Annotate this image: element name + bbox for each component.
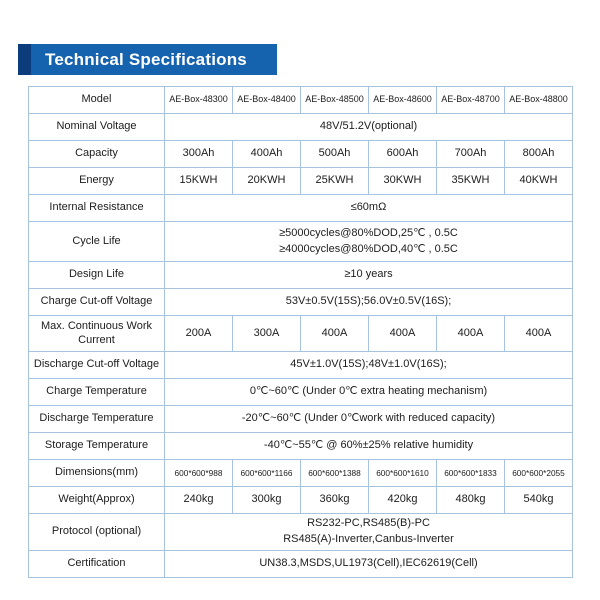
spec-value-span [165, 222, 573, 262]
spec-value-cell: 600*600*1166 [233, 460, 301, 487]
spec-value-cell: 700Ah [437, 141, 505, 168]
spec-value-cell: 300kg [233, 487, 301, 514]
spec-value-cell: 540kg [505, 487, 573, 514]
spec-row-design-life [29, 262, 573, 289]
spec-value-cell: 400A [301, 316, 369, 352]
spec-value-cell: 600*600*988 [165, 460, 233, 487]
spec-value-cell: 800Ah [505, 141, 573, 168]
title-accent-block [18, 44, 31, 75]
spec-value-span: ≥10 years [165, 262, 573, 289]
spec-label: Charge Cut-off Voltage [29, 289, 165, 316]
spec-value-cell: 40KWH [505, 168, 573, 195]
spec-value-cell: 600*600*1388 [301, 460, 369, 487]
spec-label: Capacity [29, 141, 165, 168]
spec-value-span: ≤60mΩ [165, 195, 573, 222]
spec-value-cell: 25KWH [301, 168, 369, 195]
spec-value-span: -40℃~55℃ @ 60%±25% relative humidity [165, 433, 573, 460]
spec-label: Storage Temperature [29, 433, 165, 460]
spec-row-internal-resistance [29, 195, 573, 222]
spec-label: Max. Continuous Work Current [29, 316, 165, 352]
spec-value-cell: 600*600*2055 [505, 460, 573, 487]
spec-value-cell: 200A [165, 316, 233, 352]
spec-value-cell: 480kg [437, 487, 505, 514]
spec-label: Discharge Cut-off Voltage [29, 352, 165, 379]
spec-label: Nominal Voltage [29, 114, 165, 141]
spec-row-charge-cutoff [29, 289, 573, 316]
spec-value-cell: 300Ah [165, 141, 233, 168]
spec-value-cell: 300A [233, 316, 301, 352]
spec-label: Weight(Approx) [29, 487, 165, 514]
spec-value-span: -20℃~60℃ (Under 0℃work with reduced capacity) [165, 406, 573, 433]
spec-value-span: 0℃~60℃ (Under 0℃ extra heating mechanism) [165, 379, 573, 406]
spec-value-cell: 360kg [301, 487, 369, 514]
spec-row-certification [29, 550, 573, 577]
spec-value-cell: 400A [437, 316, 505, 352]
spec-value-span: UN38.3,MSDS,UL1973(Cell),IEC62619(Cell) [165, 550, 573, 577]
spec-label: Energy [29, 168, 165, 195]
spec-value-cell: 500Ah [301, 141, 369, 168]
spec-value-cell: 20KWH [233, 168, 301, 195]
spec-label: Cycle Life [29, 222, 165, 262]
spec-value-cell: 600*600*1610 [369, 460, 437, 487]
spec-row-max-current [29, 316, 573, 352]
spec-value-line: ≥5000cycles@80%DOD,25℃ , 0.5C [279, 226, 458, 239]
spec-label: Model [29, 87, 165, 114]
spec-value-span: 53V±0.5V(15S);56.0V±0.5V(16S); [165, 289, 573, 316]
spec-value-cell: 420kg [369, 487, 437, 514]
spec-value-cell: 35KWH [437, 168, 505, 195]
spec-value-span: 45V±1.0V(15S);48V±1.0V(16S); [165, 352, 573, 379]
spec-value-cell: AE-Box-48600 [369, 87, 437, 114]
spec-label: Discharge Temperature [29, 406, 165, 433]
spec-value-span [165, 514, 573, 551]
page-title: Technical Specifications [31, 44, 277, 75]
spec-value-cell: 600*600*1833 [437, 460, 505, 487]
spec-label: Certification [29, 550, 165, 577]
spec-row-capacity [29, 141, 573, 168]
spec-value-line: RS485(A)-Inverter,Canbus-Inverter [283, 532, 454, 545]
spec-label: Design Life [29, 262, 165, 289]
spec-value-cell: AE-Box-48500 [301, 87, 369, 114]
spec-row-storage-temperature [29, 433, 573, 460]
spec-row-charge-temperature [29, 379, 573, 406]
spec-value-cell: AE-Box-48700 [437, 87, 505, 114]
spec-value-cell: 400A [369, 316, 437, 352]
spec-value-cell: AE-Box-48800 [505, 87, 573, 114]
spec-value-cell: 600Ah [369, 141, 437, 168]
spec-label: Protocol (optional) [29, 514, 165, 551]
spec-row-discharge-cutoff [29, 352, 573, 379]
spec-value-cell: 400A [505, 316, 573, 352]
spec-row-cycle-life [29, 222, 573, 262]
title-bar [18, 44, 600, 75]
spec-value-cell: 400Ah [233, 141, 301, 168]
spec-row-weight [29, 487, 573, 514]
spec-value-cell: 240kg [165, 487, 233, 514]
spec-row-dimensions [29, 460, 573, 487]
spec-label: Internal Resistance [29, 195, 165, 222]
spec-row-energy [29, 168, 573, 195]
spec-row-model [29, 87, 573, 114]
spec-row-nominal-voltage [29, 114, 573, 141]
spec-value-line: ≥4000cycles@80%DOD,40℃ , 0.5C [279, 242, 458, 255]
spec-row-protocol [29, 514, 573, 551]
spec-value-cell: 15KWH [165, 168, 233, 195]
spec-value-line: RS232-PC,RS485(B)-PC [307, 517, 430, 529]
spec-row-discharge-temperature [29, 406, 573, 433]
spec-value-span: 48V/51.2V(optional) [165, 114, 573, 141]
spec-value-cell: AE-Box-48400 [233, 87, 301, 114]
spec-label: Charge Temperature [29, 379, 165, 406]
specs-table [28, 86, 573, 578]
spec-value-cell: 30KWH [369, 168, 437, 195]
spec-label: Dimensions(mm) [29, 460, 165, 487]
spec-value-cell: AE-Box-48300 [165, 87, 233, 114]
